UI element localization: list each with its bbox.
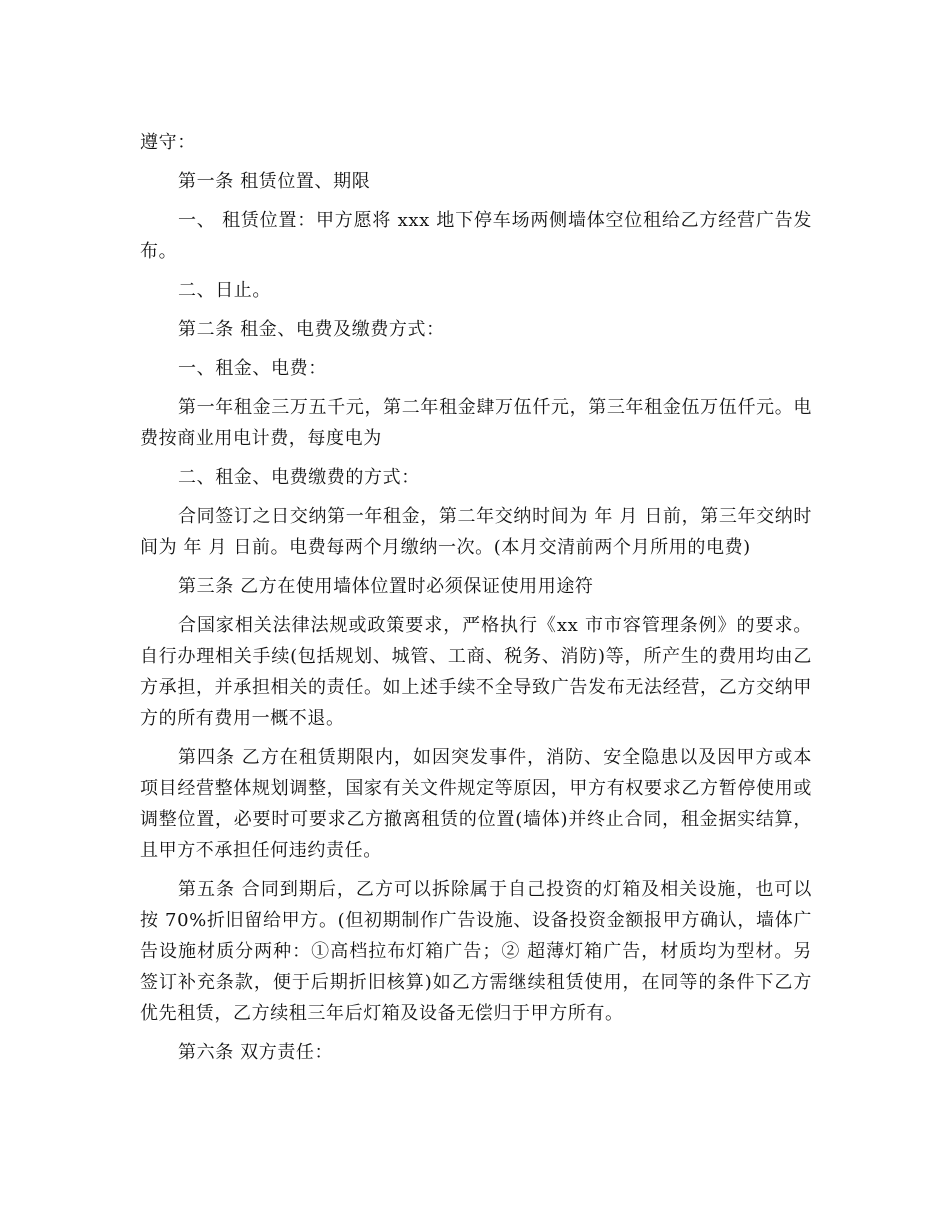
article-6-heading: 第六条 双方责任： xyxy=(178,1042,334,1063)
paragraph-payment-heading: 二、租金、电费缴费的方式： xyxy=(178,467,420,488)
paragraph-location: 一、 租赁位置：甲方愿将 xxx 地下停车场两侧墙体空位租给乙方经营广告发布。 xyxy=(140,210,812,262)
paragraph-compliance: 合国家相关法律法规或政策要求，严格执行《xx 市市容管理条例》的要求。自行办理相关手续(包括规划、城管、工商、税务、消防)等，所产生的费用均由乙方承担，并承担相关的责任。如上述手续不全导致广告发布无法经营，乙方交纳甲方的所有费用一概不退。 xyxy=(140,615,812,729)
paragraph-payment-schedule: 合同签订之日交纳第一年租金，第二年交纳时间为 年 月 日前，第三年交纳时间为 年 月 日前。电费每两个月缴纳一次。(本月交清前两个月所用的电费) xyxy=(140,506,812,558)
paragraph-term: 二、日止。 xyxy=(178,280,271,301)
article-5-paragraph: 第五条 合同到期后，乙方可以拆除属于自己投资的灯箱及相关设施，也可以按 70%折旧留给甲方。(但初期制作广告设施、设备投资金额报甲方确认，墙体广告设施材质分两种：①高档拉布灯箱广告；② 超薄灯箱广告，材质均为型材。另签订补充条款，便于后期折旧核算)如乙方需继续租赁使用，在同等的条件下乙方优先租赁，乙方续租三年后灯箱及设备无偿归于甲方所有。 xyxy=(140,879,812,1024)
document-body xyxy=(140,127,812,1076)
article-4-paragraph: 第四条 乙方在租赁期限内，如因突发事件，消防、安全隐患以及因甲方或本项目经营整体规划调整，国家有关文件规定等原因，甲方有权要求乙方暂停使用或调整位置，必要时可要求乙方撤离租赁的位置(墙体)并终止合同，租金据实结算，且甲方不承担任何违约责任。 xyxy=(140,747,812,861)
article-1-heading: 第一条 租赁位置、期限 xyxy=(178,171,371,192)
paragraph-rent-heading: 一、租金、电费： xyxy=(178,358,327,379)
article-3-heading: 第三条 乙方在使用墙体位置时必须保证使用用途符 xyxy=(178,576,594,597)
article-2-heading: 第二条 租金、电费及缴费方式： xyxy=(178,319,445,340)
paragraph-1: 遵守： xyxy=(140,132,196,153)
paragraph-rent-amounts: 第一年租金三万五千元，第二年租金肆万伍仟元，第三年租金伍万伍仟元。电费按商业用电计费，每度电为 xyxy=(140,397,812,449)
